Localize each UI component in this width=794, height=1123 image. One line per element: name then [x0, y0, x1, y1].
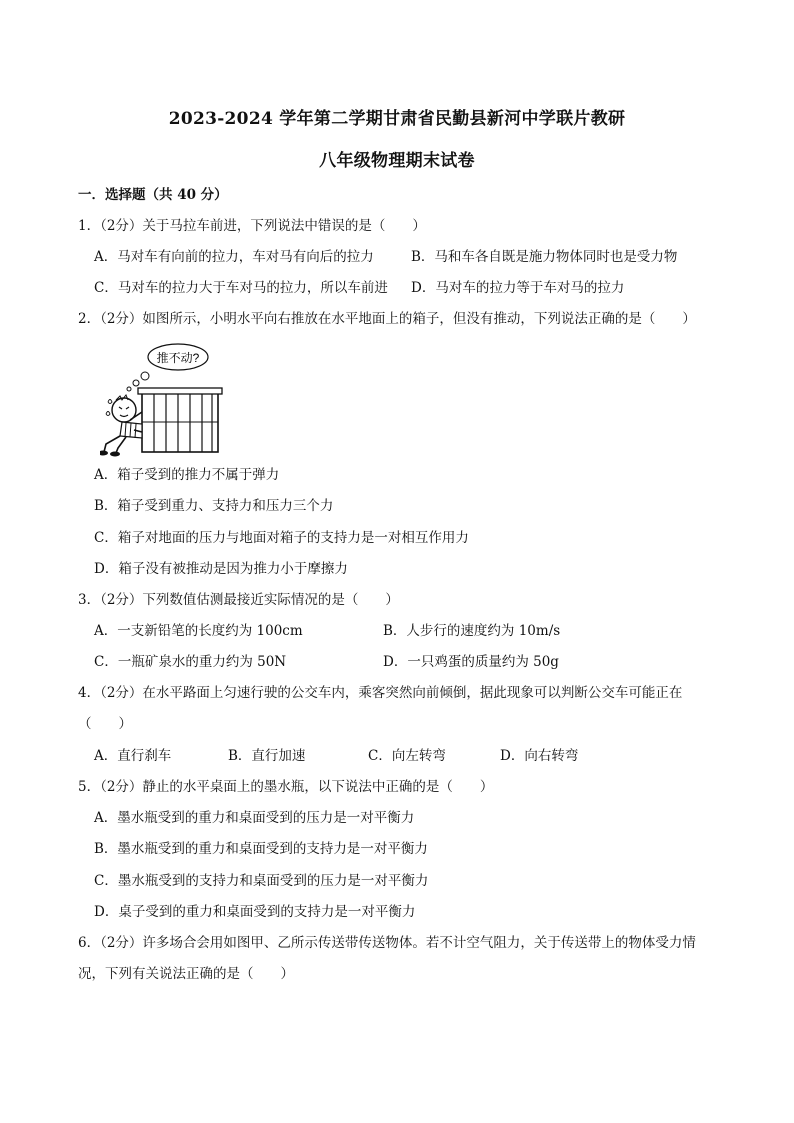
- question-4-stem: 4．（2分）在水平路面上匀速行驶的公交车内，乘客突然向前倾倒，据此现象可以判断公交车可能正在: [78, 685, 683, 701]
- figure-bubble-text: 推不动?: [156, 351, 200, 365]
- question-3-option-b: B．人步行的速度约为 10m/s: [383, 623, 561, 639]
- question-3-option-c: C．一瓶矿泉水的重力约为 50N: [94, 654, 287, 670]
- question-2-option-b: B．箱子受到重力、支持力和压力三个力: [94, 498, 334, 514]
- question-4-option-b: B．直行加速: [228, 748, 306, 764]
- question-1-stem: 1．（2分）关于马拉车前进，下列说法中错误的是（ ）: [78, 218, 426, 234]
- question-5-stem: 5．（2分）静止的水平桌面上的墨水瓶，以下说法中正确的是（ ）: [78, 779, 494, 795]
- question-2-stem: 2．（2分）如图所示，小明水平向右推放在水平地面上的箱子，但没有推动，下列说法正确的是（ ）: [78, 311, 696, 327]
- question-2-option-c: C．箱子对地面的压力与地面对箱子的支持力是一对相互作用力: [94, 530, 469, 546]
- question-1-option-b: B．马和车各自既是施力物体同时也是受力物: [411, 249, 678, 265]
- question-6-stem: 6．（2分）许多场合会用如图甲、乙所示传送带传送物体。若不计空气阻力，关于传送带上的物体受力情: [78, 935, 696, 951]
- question-4-option-c: C．向左转弯: [368, 748, 446, 764]
- question-1-option-d: D．马对车的拉力等于车对马的拉力: [411, 280, 625, 296]
- question-3-option-a: A．一支新铅笔的长度约为 100cm: [94, 623, 303, 639]
- question-5-option-b: B．墨水瓶受到的重力和桌面受到的支持力是一对平衡力: [94, 841, 428, 857]
- question-5-option-a: A．墨水瓶受到的重力和桌面受到的压力是一对平衡力: [94, 810, 415, 826]
- question-5-option-c: C．墨水瓶受到的支持力和桌面受到的压力是一对平衡力: [94, 873, 429, 889]
- figure-boy-pushing-crate: [100, 340, 228, 458]
- question-3-option-d: D．一只鸡蛋的质量约为 50g: [383, 654, 559, 670]
- question-1-option-c: C．马对车的拉力大于车对马的拉力，所以车前进: [94, 280, 388, 296]
- exam-title-line2: 八年级物理期末试卷: [319, 151, 475, 171]
- question-6-stem-continued: 况，下列有关说法正确的是（ ）: [78, 966, 294, 982]
- section-heading: 一．选择题（共 40 分）: [78, 187, 228, 203]
- question-3-stem: 3．（2分）下列数值估测最接近实际情况的是（ ）: [78, 592, 399, 608]
- question-1-option-a: A．马对车有向前的拉力，车对马有向后的拉力: [94, 249, 374, 265]
- boy-pushing-crate-illustration: [100, 340, 228, 458]
- exam-title-line1: 2023-2024 学年第二学期甘肃省民勤县新河中学联片教研: [168, 109, 626, 129]
- question-4-stem-continued: （ ）: [78, 716, 132, 732]
- question-4-option-a: A．直行刹车: [94, 748, 172, 764]
- question-5-option-d: D．桌子受到的重力和桌面受到的支持力是一对平衡力: [94, 904, 416, 920]
- question-2-option-a: A．箱子受到的推力不属于弹力: [94, 467, 280, 483]
- question-4-option-d: D．向右转弯: [500, 748, 579, 764]
- question-2-option-d: D．箱子没有被推动是因为推力小于摩擦力: [94, 561, 348, 577]
